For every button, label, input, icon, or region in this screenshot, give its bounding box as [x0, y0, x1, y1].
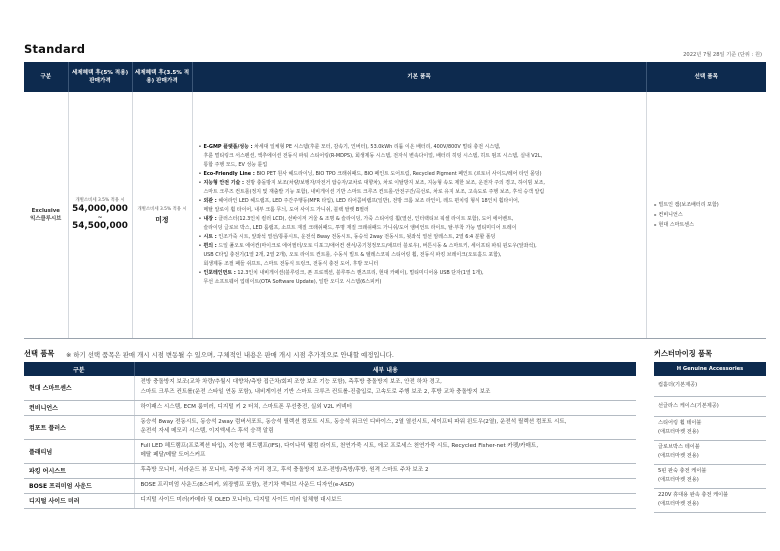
trim-name-ko: 익스클루시브 — [30, 216, 62, 222]
accessory-item-line: 5핀 판숙 충전 케이블 — [658, 468, 707, 475]
table-row — [24, 415, 636, 439]
accessory-item-line: 220V 휴대용 완속 충전 케이블 — [658, 492, 729, 499]
basic-items-list — [199, 143, 640, 287]
option-detail-line: 후측방 모니터, 서라운드 뷰 모니터, 측방 주차 거리 경고, 후석 충돌방지 보조-전방/측방/후방, 원격 스마트 주차 보조 2 — [140, 466, 429, 473]
select-item — [655, 210, 759, 220]
table-row — [24, 493, 636, 508]
select-items-list — [655, 200, 759, 230]
price-5-max: 54,500,000 — [72, 221, 128, 232]
table-row — [654, 396, 766, 416]
date-note: 2022년 7월 28일 기준 (단위 : 원) — [683, 52, 762, 58]
table-row — [654, 440, 766, 464]
basic-item-text: 회생제동 조절 패들 쉬프트, 스마트 전동식 트렁크, 전동식 충전 도어, 후방 모니터 — [203, 261, 379, 267]
accessory-item-line: 선글라스 케이스(기본제공) — [658, 402, 719, 409]
basic-item — [199, 215, 640, 233]
accessory-item — [654, 376, 766, 396]
select-section-note: ※ 하기 선택 품목은 판매 개시 시점 변동될 수 있으며, 구체적인 내용은 판매 개시 시점 추가적으로 안내할 예정입니다. — [66, 350, 394, 359]
basic-item-text: 클러스터(12.3인치 컬러 LCD), 선바이저 거울 & 조명 & 슬라이딩, 가죽 스티어링 휠(열선, 인터랙티브 픽셀 라이트 포함), 도어 에어벤트, — [218, 216, 514, 222]
basic-item-label: 지능형 안전 기술 : — [203, 180, 245, 186]
select-items-table — [24, 362, 636, 509]
option-detail — [134, 493, 636, 508]
price-35-value: 미정 — [155, 216, 169, 224]
bullet-arrow-icon: ▸ — [654, 202, 657, 207]
basic-item-text: 드일 풀오토 에어컨(마이크로 에어필터/오토 디포그/애어컨 센서/공기청정모드/애프터 블로우), 버튼시동 & 스마트키, 세이프티 파워 윈도우(앞좌석), — [218, 243, 537, 249]
option-detail-line: 전방 충돌방지 보조(교차 차량/추월시 대향차/측방 접근차/회피 조향 보조 기능 포함), 측후방 충돌방지 보조, 안전 하차 경고, — [140, 379, 442, 386]
basic-item-label: 외관 : — [203, 198, 217, 204]
basic-item-label: 시트 : — [203, 234, 217, 240]
trim-row-exclusive — [24, 92, 766, 339]
accessory-item-line: (애프터마켓 전용) — [658, 453, 699, 459]
select-item — [655, 200, 759, 210]
option-detail-line: 메탈 페달/메탈 도어스커프 — [140, 452, 206, 458]
basic-item-label: Eco-Friendly Line : — [203, 171, 255, 177]
trim-name-en: Exclusive — [31, 207, 60, 214]
header-price-35: 세제혜택 후(3.5% 적용) 판매가격 — [132, 62, 192, 92]
price-5-cell — [68, 92, 132, 339]
option-detail — [134, 415, 636, 439]
select-item-label: 컨비니언스 — [658, 212, 683, 218]
page-title: Standard — [24, 42, 86, 56]
option-detail — [134, 439, 636, 463]
basic-item-text: 인조가죽 시트, 앞좌석 열선/통풍시트, 운전석 8way 전동시트, 동승석 2way 전동시트, 뒷좌석 열선 암레스트, 2열 6:4 분할 폴딩 — [218, 234, 496, 240]
price-5-separator: ~ — [97, 214, 103, 222]
option-detail — [134, 400, 636, 415]
select-header-detail: 세부 내용 — [134, 362, 636, 376]
accessory-item — [654, 440, 766, 464]
table-row — [654, 416, 766, 440]
table-row — [24, 400, 636, 415]
custom-items-table — [654, 362, 766, 513]
header-price-5: 세제혜택 후(5% 적용) 판매가격 — [68, 62, 132, 92]
price-35-note: 개별소비세 3.5% 적용 시 — [137, 207, 187, 212]
option-name: 현대 스마트센스 — [24, 376, 134, 400]
option-name: 디지털 사이드 미러 — [24, 493, 134, 508]
basic-item — [199, 143, 640, 170]
basic-item-label: 편의 : — [203, 243, 217, 249]
option-detail-line: BOSE 프리미엄 사운드(8스피커, 외장앰프 포함), 전기차 액티브 사운드 디자인(e-ASD) — [140, 481, 355, 488]
header-trim: 구분 — [24, 62, 68, 92]
option-name: 컨비니언스 — [24, 400, 134, 415]
option-detail-line: 하이패스 시스템, ECM 룸미러, 디지털 키 2 터치, 스마트폰 무선충전, 실외 V2L 커넥터 — [140, 403, 352, 410]
table-row — [654, 464, 766, 488]
basic-item — [199, 269, 640, 287]
bullet-arrow-icon: ▸ — [654, 222, 657, 227]
basic-item — [199, 197, 640, 215]
accessory-item — [654, 416, 766, 440]
select-item — [655, 220, 759, 230]
table-row — [24, 463, 636, 478]
select-section-title: 선택 품목 — [24, 349, 55, 358]
accessory-item-line: 컵홀더(기본제공) — [658, 382, 698, 389]
select-items-cell — [646, 92, 766, 339]
option-detail — [134, 376, 636, 400]
select-table-body — [24, 376, 636, 508]
basic-item — [199, 170, 640, 179]
header-basic-items: 기본 품목 — [192, 62, 646, 92]
option-detail-line: Full LED 헤드램프(프로젝션 타입), 지능형 헤드램프(IFS), 다이나믹 웰컴 라이트, 천연가죽 시트, 에코 프로세스 천연가죽 시트, Recycled Fisher-net 카펫/카매트, — [140, 442, 539, 449]
accessory-item-line: 스티어링 휠 테이블 — [658, 420, 702, 427]
basic-item-text: 12.3인치 내비게이션(블루링크, 폰 프로젝션, 블루투스 핸즈프리, 현대 카페이), 멀티미디어용 USB 단자(1열 1개), — [237, 270, 484, 276]
option-name: 컴포트 플러스 — [24, 415, 134, 439]
table-row — [654, 376, 766, 396]
table-row — [24, 439, 636, 463]
option-name: BOSE 프리미엄 사운드 — [24, 478, 134, 493]
custom-section-title: 커스터마이징 품목 — [654, 349, 713, 358]
basic-item-text: 전방 충돌방지 보조(차량/보행자/자전거 탑승자/교차로 대향차), 차로 이탈방지 보조, 지능형 속도 제한 보조, 운전자 주의 경고, 하이빔 보조, — [245, 180, 545, 186]
accessory-item — [654, 396, 766, 416]
basic-item-text: 통합 주행 모드, EV 성능 튠업 — [203, 162, 268, 168]
option-detail-line: 스마트 크루즈 컨트롤(운전 스타일 연동 포함), 내비게이션 기반 스마트 크루즈 컨트롤-진출입로, 고속도로 주행 보조 2, 후방 교차 충돌방지 보조 — [140, 388, 491, 395]
option-detail-line: 디지털 사이드 미러(카메라 및 OLED 모니터), 디지털 사이드 미러 일체형 대시보드 — [140, 496, 342, 503]
custom-table-header-row — [654, 362, 766, 376]
table-row — [24, 376, 636, 400]
standard-price-table — [24, 62, 766, 339]
option-name: 파킹 어시스트 — [24, 463, 134, 478]
select-header-category: 구분 — [24, 362, 134, 376]
option-detail-line: 동승석 8way 전동시트, 동승석 2way 럼버서포트, 동승석 릴렉션 컴포트 시트, 동승석 워크인 디바이스, 2열 열선시트, 세이프티 파워 윈도우(2열), 운전석 릴렉션 컴포트 시트, — [140, 418, 567, 425]
price-5-min: 54,000,000 — [72, 203, 128, 214]
bullet-arrow-icon: ▸ — [654, 212, 657, 217]
basic-item-text: 스마트 크루즈 컨트롤(정지 및 재출발 기능 포함), 내비게이션 기반 스마트 크루즈 컨트롤-안전구간/곡선로, 차로 유지 보조, 고속도로 주행 보조, 후석 승객 알림 — [203, 189, 545, 195]
custom-table-body — [654, 376, 766, 512]
table-row — [24, 478, 636, 493]
basic-item — [199, 242, 640, 269]
basic-item-text: 무선 소프트웨어 업데이트(OTA Software Update), 일반 오디오 시스템(6스피커) — [203, 279, 382, 285]
basic-item-text: USB C타입 충전기(1열 2개, 2열 2개), 오토 라이트 컨트롤, 수동식 빌트 & 텔레스코픽 스티어링 휠, 전동식 파킹 브레이크(오토홀드 포함), — [203, 252, 502, 258]
basic-item — [199, 233, 640, 242]
basic-item-text: 차세대 일체형 PE 시스템(후륜 모터, 감속기, 인버터), 53.0kWh 리튬 이온 배터리, 400V/800V 멀티 충전 시스템, — [254, 144, 501, 150]
price-5-note: 개별소비세 3.5% 적용 시 — [75, 197, 125, 203]
custom-header: H Genuine Accessories — [654, 362, 766, 376]
basic-item-label: 인포테인먼트 : — [203, 270, 236, 276]
accessory-item-line: (애프터마켓 전용) — [658, 429, 699, 435]
option-detail — [134, 478, 636, 493]
accessory-item — [654, 488, 766, 512]
trim-name-cell — [24, 92, 68, 339]
basic-item-text: 헤어라인 LED 헤드램프, LED 주간주행등(MFR 타입), LED 리어콤비램프(일반), 전방 크롬 보조 라인이, 레드 편치링 형식 18인치 휠타이어, — [218, 198, 520, 204]
table-row — [654, 488, 766, 512]
basic-item-label: E-GMP 플랫폼/성능 : — [203, 144, 253, 150]
header-select-items: 선택 품목 — [646, 62, 766, 92]
basic-item-text: 메탈 알로이 휠 타이어, 내부 크롬 무늬, 도어 사이드 가니쉬, 블랙 팔렛 B필러 — [203, 207, 369, 213]
accessory-item-line: (애프터마켓 전용) — [658, 501, 699, 507]
accessory-item-line: 글로브박스 테이블 — [658, 444, 700, 451]
table-header-row — [24, 62, 766, 92]
accessory-item — [654, 464, 766, 488]
option-name: 플래티넘 — [24, 439, 134, 463]
price-35-cell — [132, 92, 192, 339]
option-detail-line: 운전석 자세 메모리 시스템, 이지엑세스 후석 승객 알림 — [140, 428, 274, 434]
accessory-item-line: (애프터마켓 전용) — [658, 477, 699, 483]
option-detail — [134, 463, 636, 478]
basic-item-text: 슬라이딩 글로브 박스, LED 룸램프, 소프트 재질 크래쉬패드, 투명 재질 크래쉬패드 가니쉬/도어 앰비언트 라이트, 탈·부착 가능 멀티미디어 트레이 — [203, 225, 517, 231]
basic-item-text: BIO PET 원사 헤드라이닝, BIO TPO 크래쉬패드, BIO 페인트 도어트림, Recycled Pigment 페인트 (르토너 사이드/레어 타인 몰딩) — [256, 171, 542, 177]
basic-item-text: 후륜 멀티링크 서스펜션, 액추에이션 전동식 파워 스티어링(R-MDPS), 회생제동 시스템, 전자식 변속다이얼, 배터리 히팅 시스템, 히트 펌프 시스템, 실내 V2L, — [203, 153, 543, 159]
select-item-label: 현대 스마트센스 — [658, 222, 694, 228]
basic-items-cell — [192, 92, 646, 339]
select-item-label: 빌트인 캠(보조배터리 포함) — [658, 202, 719, 208]
basic-item — [199, 179, 640, 197]
basic-item-label: 내장 : — [203, 216, 217, 222]
select-table-header-row — [24, 362, 636, 376]
